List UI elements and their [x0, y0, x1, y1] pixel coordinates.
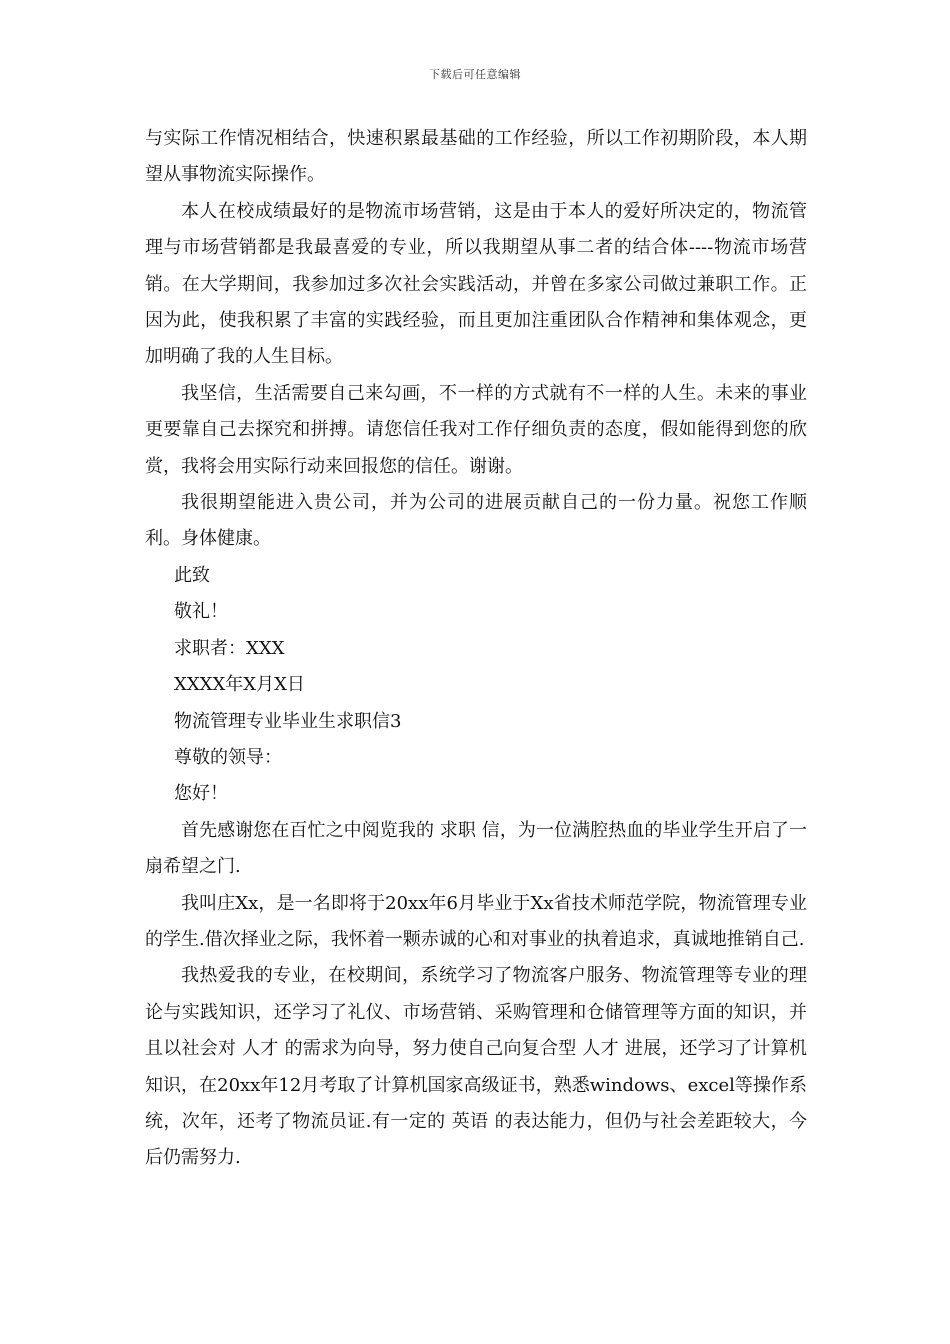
- paragraph-thanks: 首先感谢您在百忙之中阅览我的 求职 信，为一位满腔热血的毕业学生开启了一扇希望之门.: [145, 819, 807, 878]
- paragraph-major: 本人在校成绩最好的是物流市场营销，这是由于本人的爱好所决定的，物流管理与市场营销都是我最喜爱的专业，所以我期望从事二者的结合体----物流市场营销。在大学期间，我参加过多次社会实践活动，并曾在多家公司做过兼职工作。正因为此，使我积累了丰富的实践经验，而且更加注重团队合作精神和集体观念，更加明确了我的人生目标。: [145, 200, 807, 368]
- closing-regards: 敬礼！: [174, 601, 228, 623]
- greeting-hello: 您好！: [174, 783, 228, 805]
- greeting-address: 尊敬的领导：: [174, 746, 282, 768]
- applicant-signature: 求职者：XXX: [174, 637, 285, 659]
- paragraph-belief: 我坚信，生活需要自己来勾画，不一样的方式就有不一样的人生。未来的事业更要靠自己去探究和拼搏。请您信任我对工作仔细负责的态度，假如能得到您的欣赏，我将会用实际行动来回报您的信任。谢谢。: [145, 382, 807, 477]
- letter-title: 物流管理专业毕业生求职信3: [174, 710, 402, 732]
- paragraph-hope: 我很期望能进入贵公司，并为公司的进展贡献自己的一份力量。祝您工作顺利。身体健康。: [145, 492, 807, 550]
- paragraph-skills: 我热爱我的专业，在校期间，系统学习了物流客户服务、物流管理等专业的理论与实践知识，还学习了礼仪、市场营销、采购管理和仓储管理等方面的知识，并且以社会对 人才 的需求为向导，努力使自己向复合型 人才 进展，还学习了计算机知识，在20xx年12月考取了计算机国家高级证书，熟悉windows、excel等操作系统，次年，还考了物流员证.有一定的 英语 的表达能力，但仍与社会差距较大，今后仍需努力.: [145, 965, 807, 1169]
- paragraph-introduction: 我叫庄Xx，是一名即将于20xx年6月毕业于Xx省技术师范学院，物流管理专业的学生.借次择业之际，我怀着一颗赤诚的心和对事业的执着追求，真诚地推销自己.: [145, 892, 807, 950]
- paragraph-continuation: 与实际工作情况相结合，快速积累最基础的工作经验，所以工作初期阶段，本人期望从事物流实际操作。: [145, 128, 807, 186]
- letter-body: [145, 121, 807, 1177]
- closing-salutation: 此致: [174, 564, 210, 586]
- page-header: 下载后可任意编辑: [429, 68, 521, 81]
- letter-date: XXXX年X月X日: [174, 674, 305, 696]
